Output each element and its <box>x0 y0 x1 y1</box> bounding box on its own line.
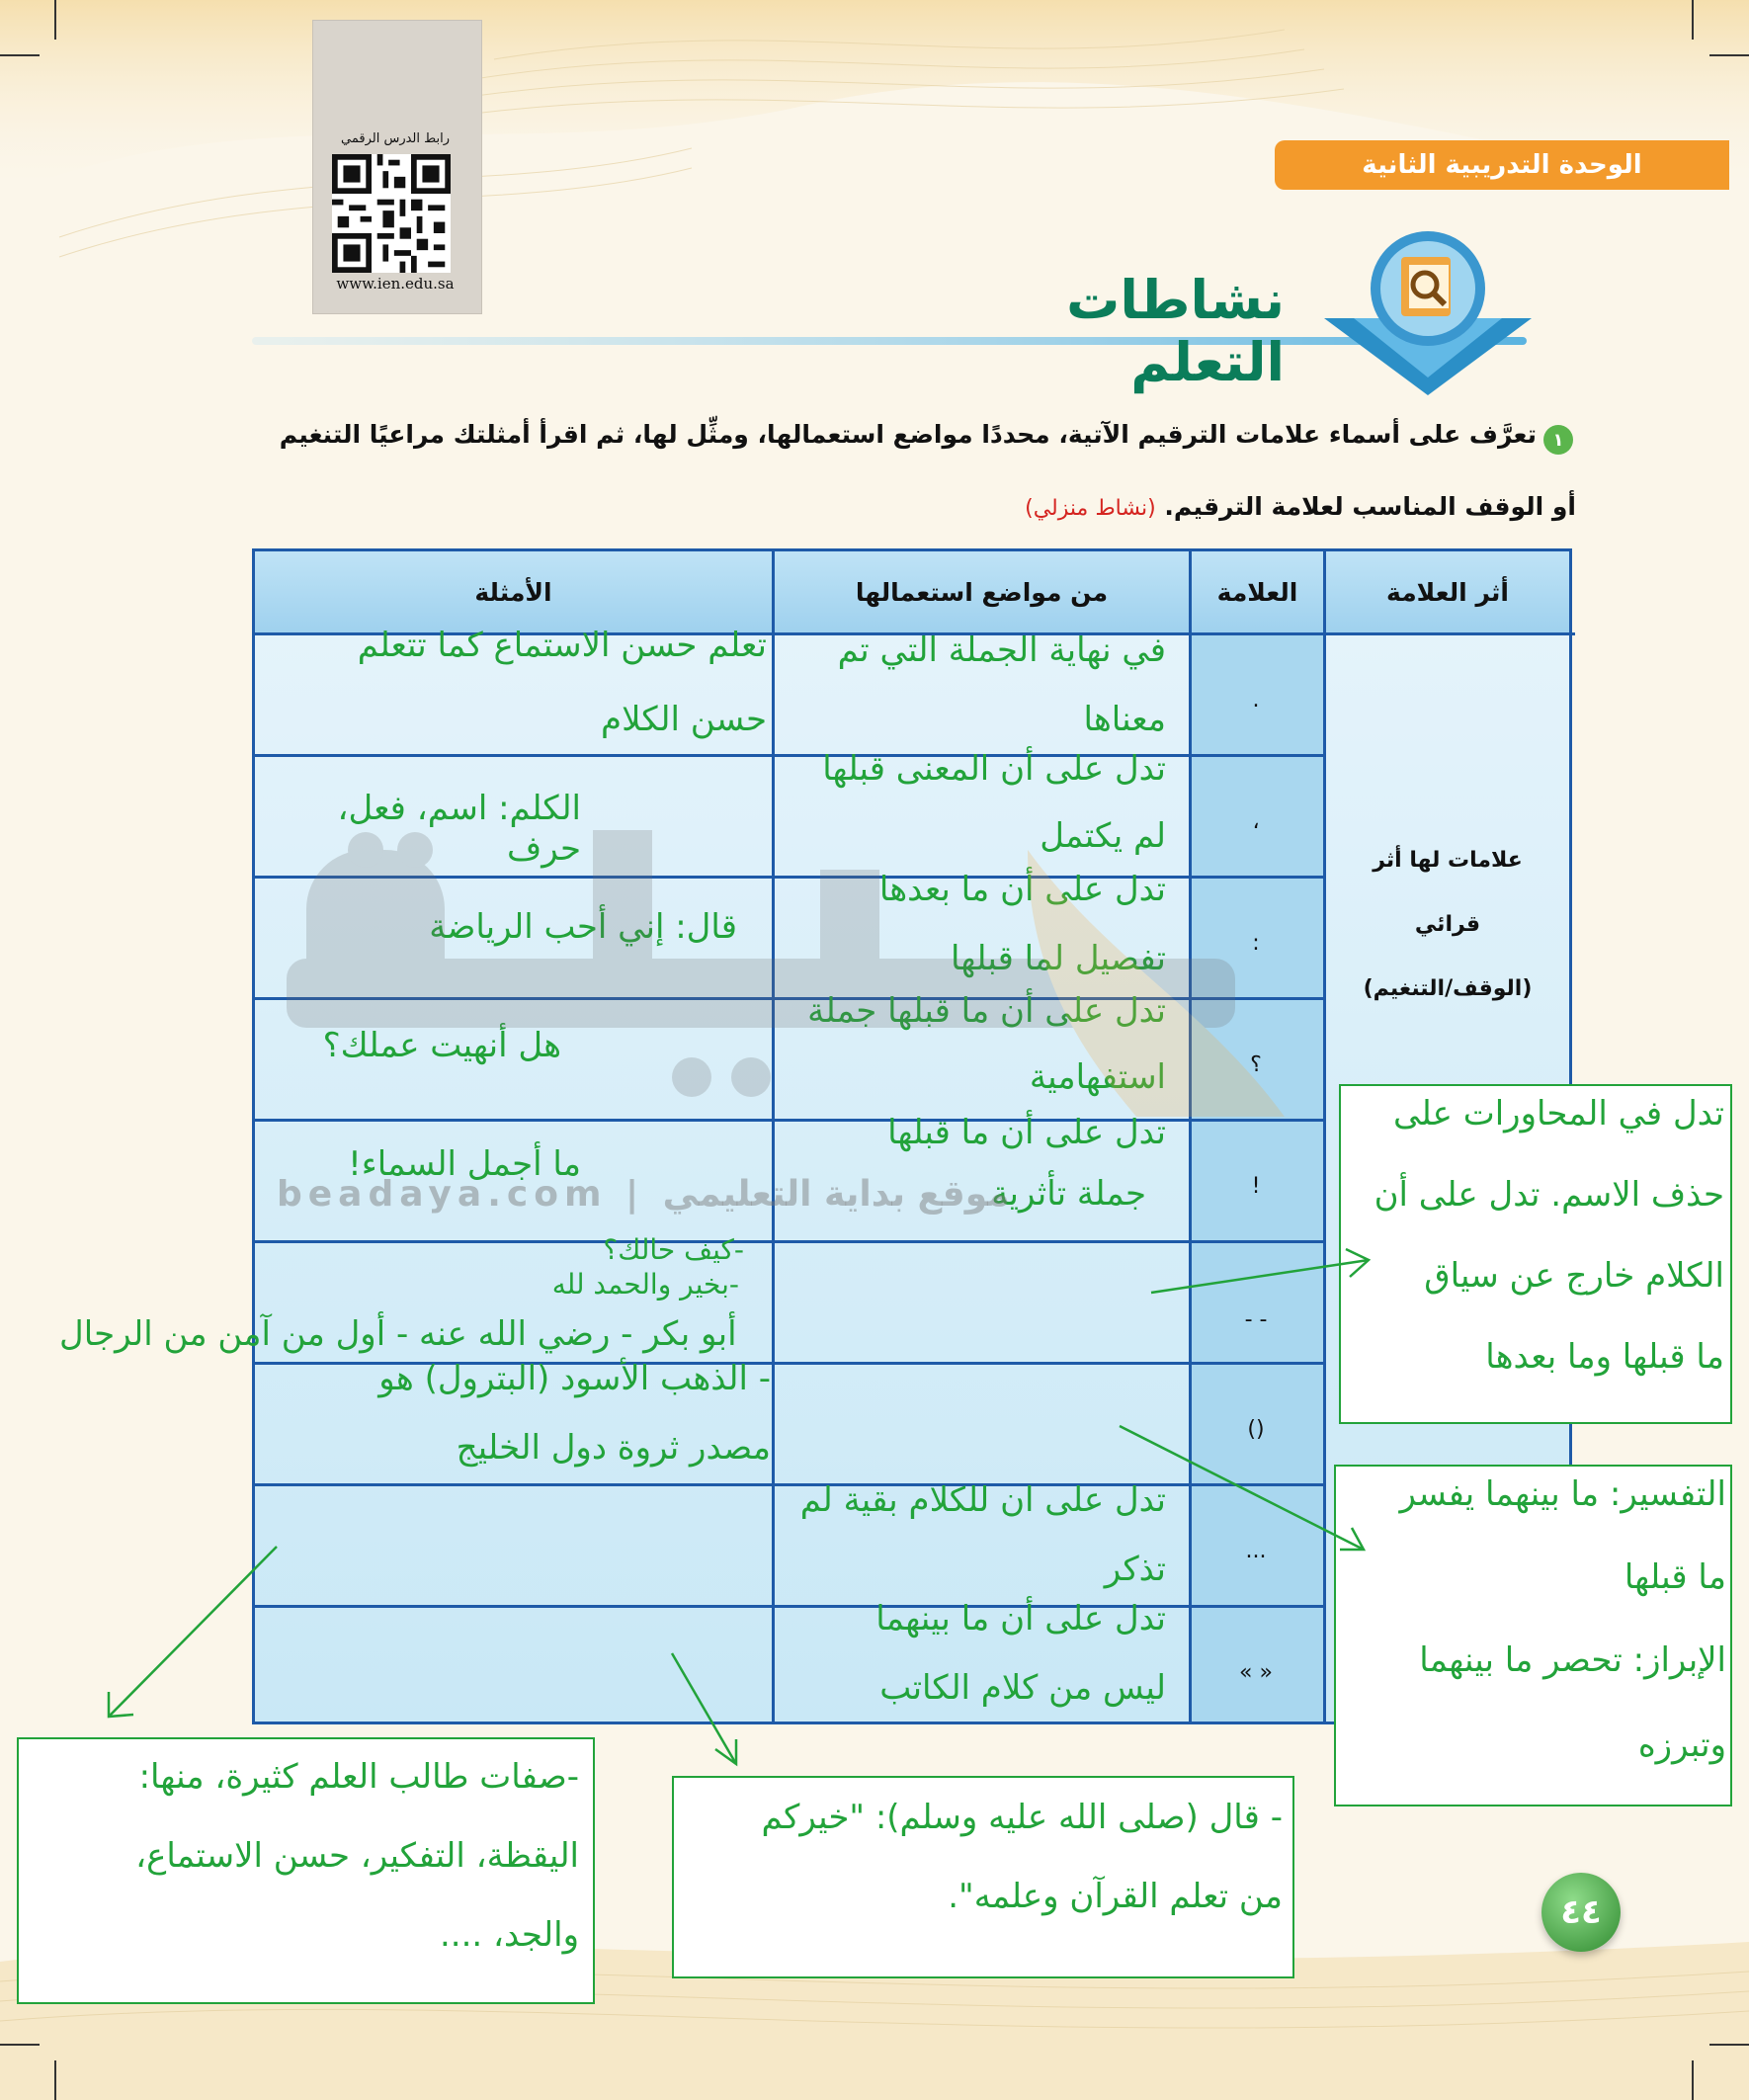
unit-badge: الوحدة التدريبية الثانية <box>1275 140 1729 190</box>
example-text: قال: إني أحب الرياضة <box>429 907 737 947</box>
header-usage: من مواضع استعمالها <box>775 551 1189 632</box>
example-text: هل أنهيت عملك؟ <box>322 1026 561 1065</box>
mark-quotes: « » <box>1239 1660 1273 1685</box>
home-activity-note: (نشاط منزلي) <box>1025 496 1156 521</box>
usage-text: تدل على أن ما قبلها <box>887 1113 1166 1152</box>
example-text: - الذهب الأسود (البترول) هو <box>378 1359 771 1398</box>
usage-text: جملة تأثرية <box>991 1174 1146 1214</box>
usage-text: تدل على أن ما بعدها <box>878 870 1166 909</box>
usage-text: تدل على أن المعنى قبلها <box>822 749 1166 789</box>
arrow-to-quote-box <box>672 1653 736 1764</box>
usage-text: استفهامية <box>1029 1057 1166 1097</box>
usage-text: ليس من كلام الكاتب <box>879 1668 1166 1708</box>
usage-text: تذكر <box>1104 1550 1166 1589</box>
example-text: تعلم حسن الاستماع كما تتعلم <box>357 626 767 665</box>
header-mark: العلامة <box>1192 551 1323 632</box>
note-line: من تعلم القرآن وعلمه". <box>948 1877 1283 1916</box>
effect-line: (الوقف/التنغيم) <box>1363 976 1533 1001</box>
note-line: والجد، .... <box>439 1915 579 1955</box>
section-title: نشاطات التعلم <box>1066 269 1285 393</box>
note-line: حذف الاسم. تدل على أن <box>1374 1175 1724 1215</box>
example-text: -كيف حالك؟ <box>603 1233 744 1266</box>
effect-line: قرائي <box>1414 912 1481 937</box>
mark-question: ؟ <box>1250 1052 1262 1077</box>
mark-exclamation: ! <box>1251 1174 1261 1199</box>
arrow-to-parens-note <box>1120 1426 1364 1550</box>
qr-url[interactable]: www.ien.edu.sa <box>336 275 455 293</box>
arrow-to-dash-note <box>1151 1260 1369 1293</box>
note-line: وتبرزه <box>1637 1725 1726 1765</box>
qr-caption: رابط الدرس الرقمي <box>341 131 450 146</box>
example-text: الكلم: اسم، فعل، حرف <box>337 789 581 869</box>
usage-text: تفصيل لما قبلها <box>951 939 1166 978</box>
mark-dashes: - - <box>1244 1307 1268 1332</box>
note-line: - قال (صلى الله عليه وسلم): "خيركم <box>761 1798 1283 1837</box>
note-line: ما قبلها وما بعدها <box>1485 1337 1724 1377</box>
usage-text: لم يكتمل <box>1040 816 1166 856</box>
example-text: مصدر ثروة دول الخليج <box>456 1428 771 1468</box>
note-line: ما قبلها <box>1624 1557 1726 1597</box>
instruction-line-1: تعرَّف على أسماء علامات الترقيم الآتية، محددًا مواضع استعمالها، ومثِّل لها، ثم اقرأ أمثلتك مراعيًا التنغيم <box>279 420 1537 449</box>
note-line: اليقظة، التفكير، حسن الاستماع، <box>135 1836 579 1876</box>
header-effect: أثر العلامة <box>1326 551 1569 632</box>
usage-text: تدل على ان للكلام بقية لم <box>799 1480 1166 1520</box>
watermark-subtext: beadaya.com | موقع بداية التعليمي <box>277 1174 1010 1215</box>
note-line: تدل في المحاورات على <box>1393 1094 1724 1134</box>
mark-comma: ، <box>1252 809 1260 834</box>
note-line: الإبراز: تحصر ما بينهما <box>1419 1640 1726 1680</box>
example-text: -بخير والحمد لله <box>551 1268 739 1301</box>
arrow-to-ellipsis-box <box>109 1547 277 1717</box>
example-text: أبو بكر - رضي الله عنه - أول من آمن من الرجال <box>59 1314 737 1354</box>
instruction-text: أو الوقف المناسب لعلامة الترقيم. <box>1164 492 1576 521</box>
note-line: الكلام خارج عن سياق <box>1424 1256 1724 1296</box>
effect-line: علامات لها أثر <box>1373 848 1523 873</box>
mark-colon: : <box>1252 931 1260 956</box>
usage-text: في نهاية الجملة التي تم <box>837 630 1166 670</box>
mark-parentheses: () <box>1247 1417 1265 1442</box>
usage-text: تدل على أن ما قبلها جملة <box>807 991 1166 1031</box>
example-text: حسن الكلام <box>601 700 767 739</box>
note-line: -صفات طالب العلم كثيرة، منها: <box>138 1757 579 1797</box>
note-line: التفسير: ما بينهما يفسر <box>1399 1474 1726 1514</box>
usage-text: معناها <box>1083 700 1166 739</box>
page-number: ٤٤ <box>1541 1873 1621 1952</box>
mark-ellipsis: ... <box>1245 1539 1267 1563</box>
mark-period: . <box>1252 688 1260 713</box>
header-examples: الأمثلة <box>255 551 772 632</box>
example-text: ما أجمل السماء! <box>348 1144 581 1184</box>
question-number: ١ <box>1543 425 1573 455</box>
usage-text: تدل على أن ما بينهما <box>875 1599 1166 1638</box>
